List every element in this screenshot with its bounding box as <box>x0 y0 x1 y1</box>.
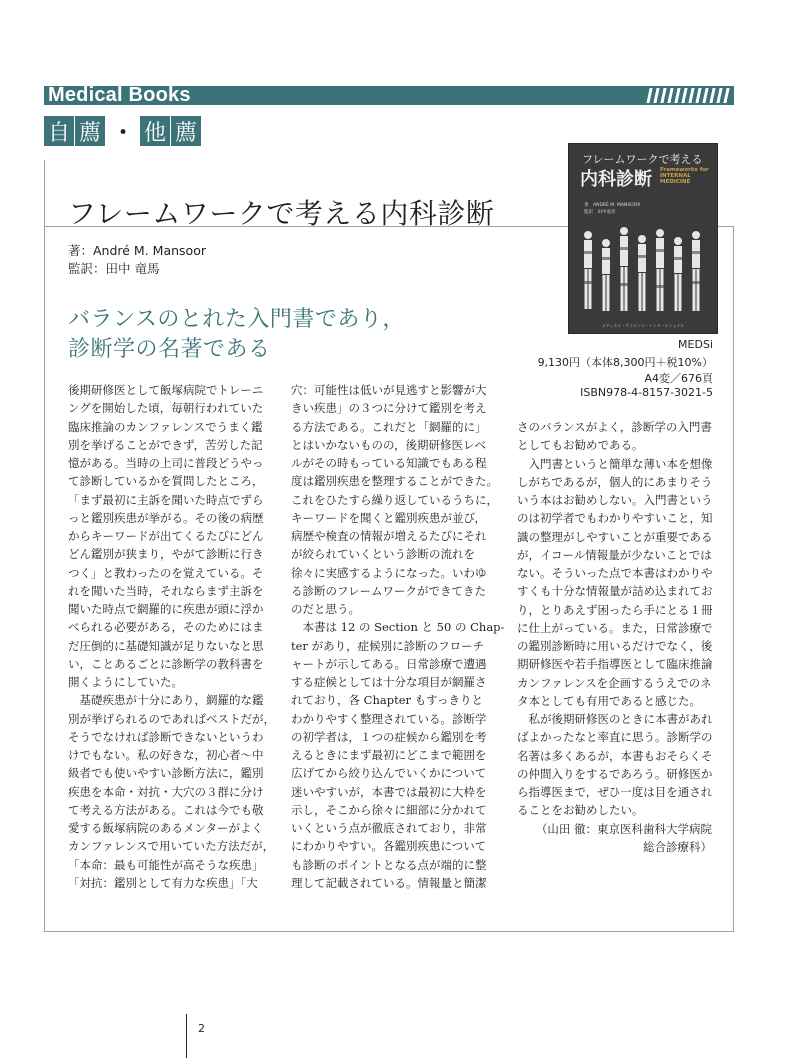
text-line: いう本はお勧めしない。入門書という <box>517 493 713 507</box>
text-line: が絞られていくという診断の流れを <box>291 547 475 562</box>
text-line: 名著は多くあるが，本書もおそらくそ <box>517 748 713 763</box>
text-line: しがちであるが，個人的にあまりそう <box>517 474 713 489</box>
cover-author: 著 ANDRÉ M. MANSOOR <box>584 203 641 208</box>
cover-figures-illustration <box>578 221 708 321</box>
text-line: きい疾患」の３つに分けて鑑別を考え <box>291 401 487 416</box>
text-line: て診断しているかを質問したところ， <box>68 474 264 489</box>
kanji-box: 他 <box>140 116 170 146</box>
text-line: べられる必要がある，そのためにはま <box>68 620 264 635</box>
text-line: にわかりやすい。各鑑別疾患について <box>291 839 487 854</box>
text-line: 徐々に実感するようになった。いわゆ <box>291 565 487 580</box>
book-price: 9,130円（本体8,300円＋税10%） <box>537 356 713 369</box>
reviewer-signature: 総合診療科） <box>643 839 712 854</box>
kanji-box: 自 <box>44 116 74 146</box>
text-line: 開くようにしていた。 <box>68 675 183 689</box>
text-line: 私が後期研修医のときに本書があれ <box>517 712 713 726</box>
frame-divider <box>44 931 734 932</box>
text-line: ることをお勧めしたい。 <box>517 803 644 818</box>
text-line: カンファレンスで用いていた方法だが， <box>68 839 275 854</box>
text-line: 別を挙げることができず，苦労した記 <box>68 437 263 452</box>
book-isbn: ISBN978-4-8157-3021-5 <box>580 386 713 399</box>
text-line: 疾患を本命・対抗・大穴の３群に分け <box>68 784 264 799</box>
kanji-dot: ・ <box>112 120 135 146</box>
text-line: ない。そういった点で本書はわかりや <box>517 566 713 580</box>
frame-divider <box>44 160 45 932</box>
text-line: 憶がある。当時の上司に普段どうやっ <box>68 456 264 470</box>
text-line: に仕上がっている。また，日常診療で <box>517 620 713 635</box>
review-headline-line1: バランスのとれた入門書であり， <box>68 307 405 332</box>
text-line: のだと思う。 <box>291 602 360 616</box>
text-line: わかりやすく整理されている。診断学 <box>291 711 487 726</box>
text-line: の初学者は，１つの症候から鑑別を考 <box>291 729 487 744</box>
cover-publisher: メディカル・サイエンス・インターナショナル <box>601 323 685 328</box>
text-line: 「対抗：鑑別として有力な疾患」「大 <box>68 875 258 890</box>
text-line: のは初学者でもわかりやすいこと，知 <box>517 511 713 526</box>
text-line: 別が挙げられるのであればベストだが， <box>68 711 275 726</box>
page-number: 2 <box>198 1022 205 1035</box>
cover-title-en: Frameworks for INTERNAL MEDICINE <box>660 167 709 185</box>
book-author: 著：André M. Mansoor <box>68 243 206 258</box>
book-format: A4変／676頁 <box>644 372 713 385</box>
section-header-band <box>44 86 734 105</box>
text-line: いくという点が徹底されており，非常 <box>291 821 487 835</box>
text-line: タ本としても有用であると感じた。 <box>517 693 701 708</box>
cover-translator: 監訳 田中竜馬 <box>584 210 616 215</box>
text-line: ter があり，症候別に診断のフローチ <box>291 638 485 653</box>
frame-divider <box>733 226 734 932</box>
text-line: 後期研修医として飯塚病院でトレーニ <box>68 383 264 397</box>
text-line: て考える方法がある。これは今でも敬 <box>68 802 264 817</box>
text-line: い，ことあるごとに診断学の教科書を <box>68 656 264 671</box>
decorative-stripes <box>646 88 731 103</box>
text-line: ら指導医まで，ぜひ一度は目を通され <box>517 785 713 799</box>
text-line: れを聞いた当時，それならまず主訴を <box>68 583 264 598</box>
footer-rule <box>186 1014 187 1058</box>
body-column-3 <box>517 418 712 856</box>
text-line: する症候としては十分な項目が網羅さ <box>291 675 487 689</box>
text-line: とはいかないものの，後期研修医レベ <box>291 437 487 452</box>
text-line: 迷いやすいが，本書では最初に大枠を <box>291 784 487 799</box>
body-column-2 <box>291 381 505 892</box>
text-line: る方法である。これだと「網羅的に」 <box>291 419 487 434</box>
text-line: だ圧倒的に基礎知識が足りないなと思 <box>68 638 264 653</box>
text-line: 広げてから絞り込んでいくかについて <box>291 766 487 781</box>
text-line: る診断のフレームワークができてきた <box>291 583 487 598</box>
text-line: ングを開始した頃，毎朝行われていた <box>68 401 264 416</box>
book-title: フレームワークで考える内科診断 <box>68 197 495 230</box>
text-line: カンファレンスを企画するうえでのネ <box>517 675 712 690</box>
text-line: の鑑別診断時に用いるだけでなく，後 <box>517 639 713 653</box>
text-line: が，イコール情報量が少ないことでは <box>517 547 712 562</box>
text-line: 聞いた時点で網羅的に疾患が頭に浮か <box>68 602 264 616</box>
body-column-1 <box>68 381 275 892</box>
text-line: 理して記載されている。情報量と簡潔 <box>291 875 487 890</box>
text-line: り，とりあえず困ったら手にとる１冊 <box>517 602 713 617</box>
section-title: Medical Books <box>48 84 191 106</box>
text-line: としてもお勧めである。 <box>517 438 644 453</box>
text-line: ルがその時もっている知識でもある程 <box>291 456 487 470</box>
text-line: さのバランスがよく，診断学の入門書 <box>517 420 712 434</box>
text-line: そうでなければ診断できないというわ <box>68 729 264 744</box>
review-headline-line2: 診断学の名著である <box>68 337 271 362</box>
kanji-box: 薦 <box>171 116 201 146</box>
text-line: すくも十分な情報量が詰め込まれてお <box>517 584 713 599</box>
text-line: 「まず最初に主訴を聞いた時点でずら <box>68 492 264 507</box>
text-line: 本書は 12 の Section と 50 の Chap- <box>291 620 505 635</box>
column-label <box>44 114 202 148</box>
kanji-box: 薦 <box>75 116 105 146</box>
text-line: 入門書というと簡単な薄い本を想像 <box>517 456 713 471</box>
text-line: 穴：可能性は低いが見逃すと影響が大 <box>291 383 487 397</box>
text-line: 愛する飯塚病院のあるメンターがよく <box>68 821 264 835</box>
text-line: 級者でも使いやすい診断方法に，鑑別 <box>68 766 264 781</box>
text-line: 識の整理がしやすいことが重要である <box>517 529 713 544</box>
text-line: 期研修医や若手指導医として臨床推論 <box>517 657 713 672</box>
text-line: 「本命：最も可能性が高そうな疾患」 <box>68 857 264 872</box>
text-line: 基礎疾患が十分にあり，網羅的な鑑 <box>68 693 264 708</box>
reviewer-signature: （山田 徹：東京医科歯科大学病院 <box>535 821 712 836</box>
text-line: 示し，そこから徐々に細部に分かれて <box>291 802 487 817</box>
text-line: れており，各 Chapter もすっきりと <box>291 693 483 708</box>
text-line: どん鑑別が狭まり，やがて診断に行き <box>68 547 264 562</box>
text-line: えるときにまず最初にどこまで範囲を <box>291 748 487 762</box>
book-cover-image <box>568 143 718 334</box>
text-line: これをひたすら繰り返しているうちに， <box>291 492 498 507</box>
text-line: ばよかったなと率直に思う。診断学の <box>517 730 713 745</box>
text-line: けでもない。私の好きな，初心者～中 <box>68 748 264 762</box>
text-line: ャートが示してある。日常診療で遭遇 <box>291 656 487 671</box>
text-line: からキーワードが出てくるたびにどん <box>68 529 264 543</box>
cover-title-big: 内科診断 <box>580 169 652 190</box>
publisher-name: MEDSi <box>678 338 713 351</box>
cover-title-small: フレームワークで考える <box>582 153 703 166</box>
text-line: の仲間入りをするであろう。研修医か <box>517 766 713 781</box>
text-line: も診断のポイントとなる点が端的に整 <box>291 857 487 872</box>
text-line: 臨床推論のカンファレンスでうまく鑑 <box>68 419 263 434</box>
text-line: 病歴や検査の情報が増えるたびにそれ <box>291 529 487 543</box>
book-translator: 監訳：田中 竜馬 <box>68 261 160 276</box>
text-line: 度は鑑別疾患を整理することができた。 <box>291 474 498 489</box>
text-line: つく」と教わったのを覚えている。そ <box>68 565 264 580</box>
text-line: キーワードを聞くと鑑別疾患が並び， <box>291 510 487 525</box>
text-line: っと鑑別疾患が挙がる。その後の病歴 <box>68 510 264 525</box>
